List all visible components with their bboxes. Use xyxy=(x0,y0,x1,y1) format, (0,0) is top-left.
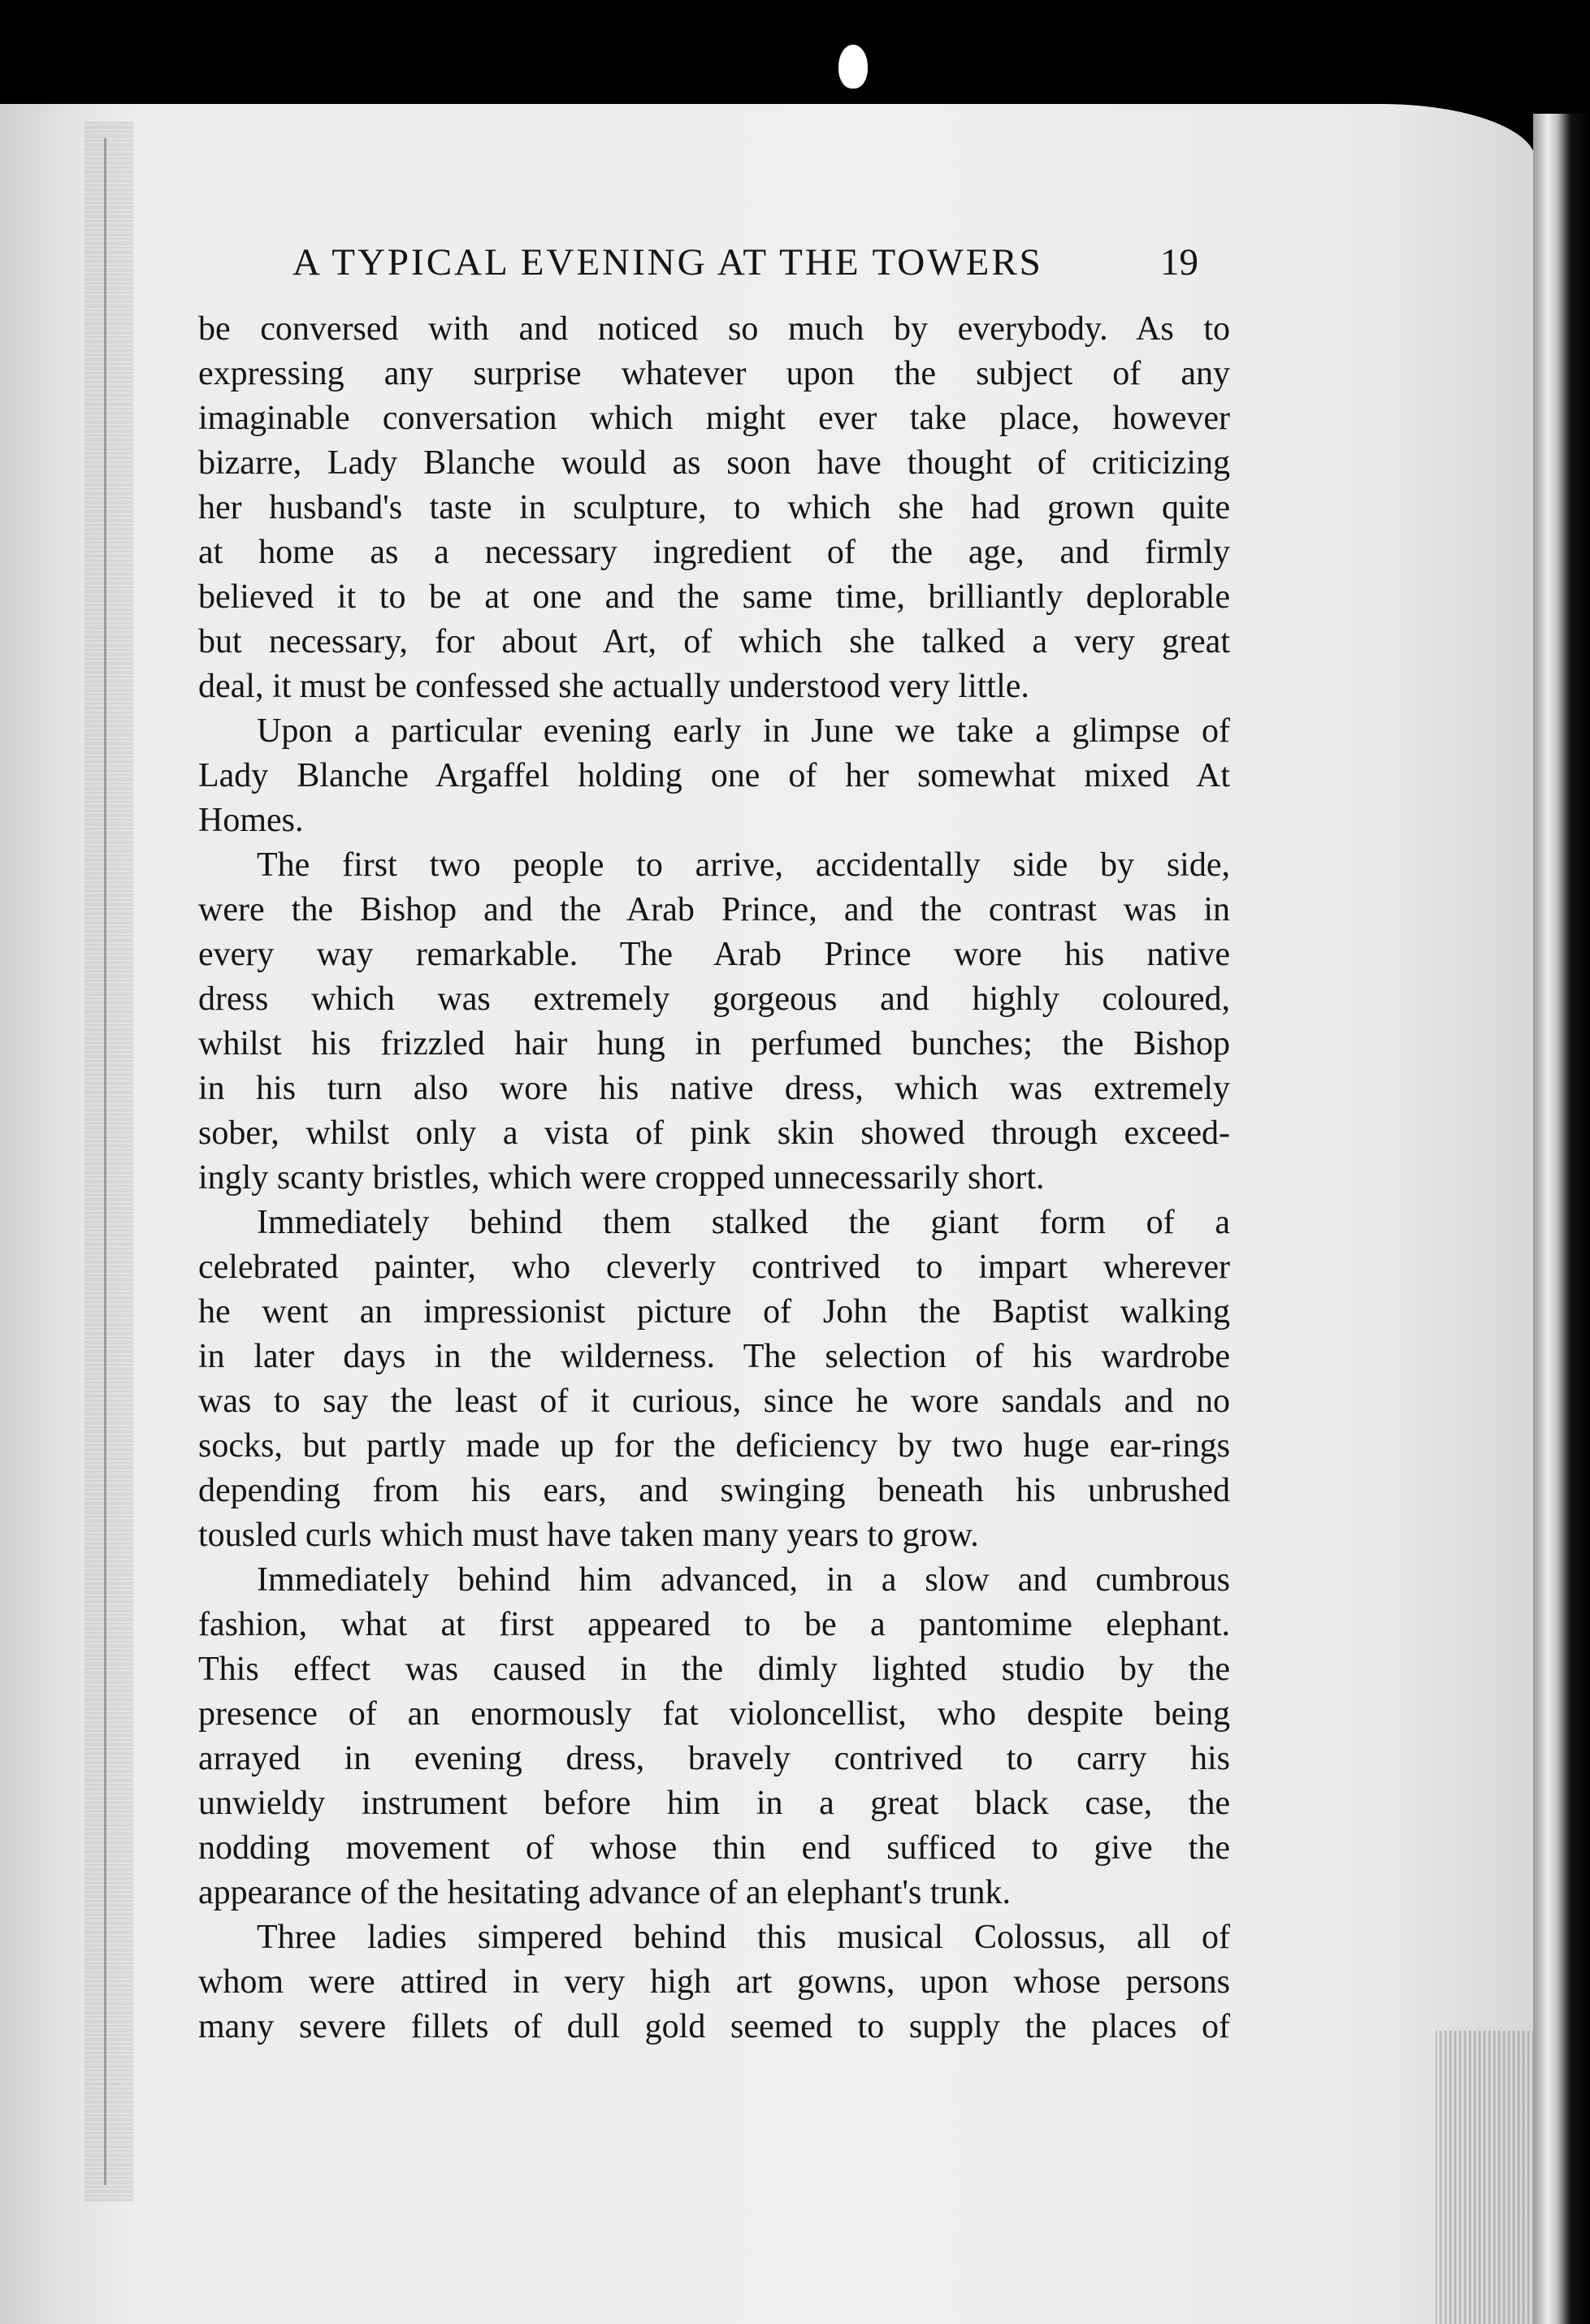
text-line: deal, it must be confessed she actually understood very little. xyxy=(198,668,1029,705)
text-line: Upon a particular evening early in June we take a glimpse of xyxy=(257,712,1230,750)
text-line: celebrated painter, who cleverly contrived to impart wherever xyxy=(198,1249,1230,1286)
text-line: This effect was caused in the dimly lighted studio by the xyxy=(198,1651,1230,1688)
text-line: whom were attired in very high art gowns, upon whose persons xyxy=(198,1963,1230,2001)
gutter-line xyxy=(104,138,106,2185)
page-number: 19 xyxy=(1160,241,1198,283)
binding-shadow xyxy=(84,122,133,2201)
text-line: arrayed in evening dress, bravely contrived to carry his xyxy=(198,1740,1230,1777)
text-line: fashion, what at first appeared to be a pantomime elephant. xyxy=(198,1606,1230,1643)
text-line: Immediately behind him advanced, in a slow and cumbrous xyxy=(257,1561,1230,1599)
text-line: be conversed with and noticed so much by everybody. As to xyxy=(198,310,1230,348)
text-line: was to say the least of it curious, since he wore sandals and no xyxy=(198,1383,1230,1420)
text-line: Three ladies simpered behind this musical Colossus, all of xyxy=(257,1919,1230,1956)
page-edge xyxy=(1533,114,1590,2324)
text-line: Homes. xyxy=(198,802,304,839)
text-line: dress which was extremely gorgeous and highly coloured, xyxy=(198,980,1230,1018)
text-line: appearance of the hesitating advance of an elephant's trunk. xyxy=(198,1874,1011,1911)
text-line: expressing any surprise whatever upon the subject of any xyxy=(198,355,1230,392)
text-line: in later days in the wilderness. The selection of his wardrobe xyxy=(198,1338,1230,1375)
text-line: were the Bishop and the Arab Prince, and the contrast was in xyxy=(198,891,1230,928)
text-line: ingly scanty bristles, which were cropped unnecessarily short. xyxy=(198,1159,1045,1197)
text-line: believed it to be at one and the same time, brilliantly deplorable xyxy=(198,578,1230,616)
body-text xyxy=(198,307,1230,2049)
text-line: many severe fillets of dull gold seemed to supply the places of xyxy=(198,2008,1230,2045)
text-line: sober, whilst only a vista of pink skin showed through exceed- xyxy=(198,1114,1230,1152)
text-line: depending from his ears, and swinging beneath his unbrushed xyxy=(198,1472,1230,1509)
text-line: unwieldy instrument before him in a great black case, the xyxy=(198,1785,1230,1822)
text-line: The first two people to arrive, accidentally side by side, xyxy=(257,846,1230,884)
text-line: presence of an enormously fat violoncellist, who despite being xyxy=(198,1695,1230,1733)
text-line: socks, but partly made up for the deficiency by two huge ear-rings xyxy=(198,1427,1230,1465)
running-head: A TYPICAL EVENING AT THE TOWERS xyxy=(292,241,1043,283)
text-line: nodding movement of whose thin end sufficed to give the xyxy=(198,1829,1230,1867)
text-line: every way remarkable. The Arab Prince wore his native xyxy=(198,936,1230,973)
text-line: tousled curls which must have taken many years to grow. xyxy=(198,1517,979,1554)
text-line: he went an impressionist picture of John the Baptist walking xyxy=(198,1293,1230,1331)
text-line: at home as a necessary ingredient of the age, and firmly xyxy=(198,534,1230,571)
text-line: bizarre, Lady Blanche would as soon have thought of criticizing xyxy=(198,444,1230,482)
text-line: her husband's taste in sculpture, to which she had grown quite xyxy=(198,489,1230,526)
text-line: in his turn also wore his native dress, which was extremely xyxy=(198,1070,1230,1107)
text-line: imaginable conversation which might ever take place, however xyxy=(198,400,1230,437)
page-edge-stack xyxy=(1436,2031,1533,2324)
reel-marker-dot xyxy=(838,45,868,89)
text-line: Immediately behind them stalked the giant form of a xyxy=(257,1204,1230,1241)
text-line: Lady Blanche Argaffel holding one of her somewhat mixed At xyxy=(198,757,1230,794)
text-line: but necessary, for about Art, of which she talked a very great xyxy=(198,623,1230,660)
text-line: whilst his frizzled hair hung in perfumed bunches; the Bishop xyxy=(198,1025,1230,1062)
